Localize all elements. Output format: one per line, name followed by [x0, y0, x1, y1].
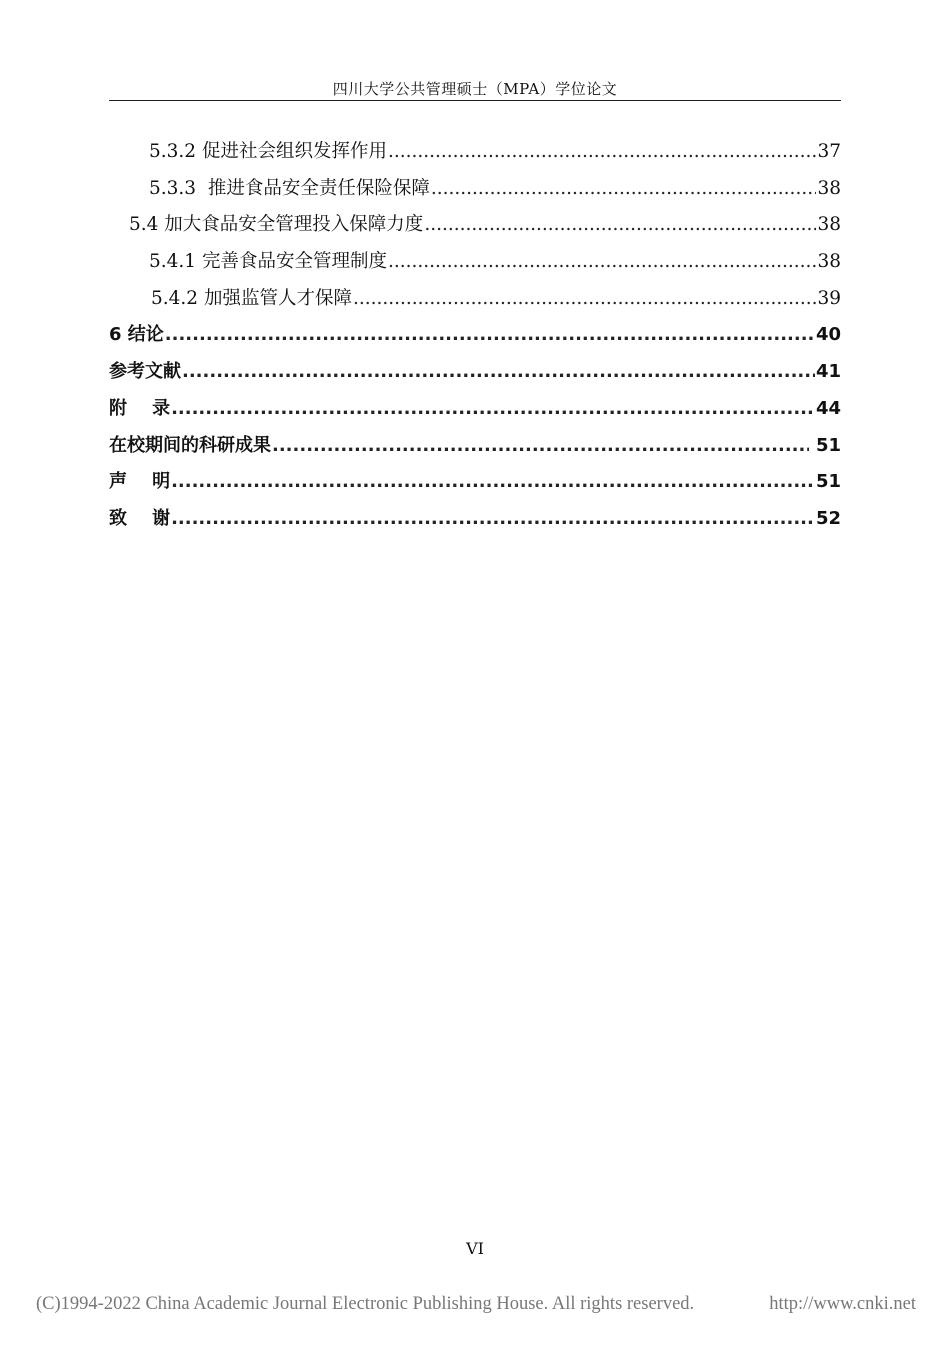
toc-entry[interactable]	[109, 134, 841, 171]
toc-leader-dots	[272, 428, 809, 465]
toc-entry-title: 5.3.2 促进社会组织发挥作用	[149, 141, 387, 162]
toc-entry-title: 5.4.1 完善食品安全管理制度	[149, 251, 387, 273]
toc-entry[interactable]	[109, 207, 841, 244]
toc-entry-page: 37	[817, 141, 841, 162]
toc-entry-page: 38	[817, 177, 841, 199]
copyright-text: (C)1994-2022 China Academic Journal Electronic Publishing House. All rights reserved.	[36, 1294, 695, 1314]
toc-entry-title: 5.4.2 加强监管人才保障	[151, 287, 352, 309]
running-header: 四川大学公共管理硕士（MPA）学位论文	[332, 80, 618, 98]
toc-entry[interactable]	[109, 391, 841, 428]
toc-leader-dots	[431, 171, 817, 208]
toc-entry-page: 51	[809, 434, 841, 456]
toc-entry-title: 5.4 加大食品安全管理投入保障力度	[129, 214, 424, 236]
toc-entry-page: 41	[815, 361, 841, 383]
toc-entry-page: 40	[815, 324, 841, 346]
toc-entry-page: 51	[815, 471, 841, 493]
toc-leader-dots	[388, 244, 816, 281]
toc-entry-title: 在校期间的科研成果	[109, 434, 271, 456]
toc-leader-dots	[165, 317, 815, 354]
copyright-footer	[36, 1294, 916, 1315]
toc-entry-page: 44	[815, 397, 841, 419]
table-of-contents	[109, 134, 841, 538]
toc-entry[interactable]	[109, 354, 841, 391]
toc-leader-dots	[353, 281, 816, 318]
toc-leader-dots	[171, 501, 815, 538]
toc-entry-title: 6 结论	[109, 324, 164, 346]
page-number: VI	[466, 1239, 484, 1258]
toc-entry-page: 39	[817, 287, 841, 309]
header-rule	[109, 100, 841, 101]
toc-entry[interactable]	[109, 317, 841, 354]
toc-entry-title: 参考文献	[109, 361, 181, 383]
cnki-url: http://www.cnki.net	[769, 1294, 916, 1314]
toc-entry-page: 38	[817, 251, 841, 273]
toc-leader-dots	[424, 207, 816, 244]
toc-entry-title: 附 录	[109, 397, 171, 419]
toc-entry-title: 致 谢	[109, 507, 171, 529]
toc-leader-dots	[388, 134, 816, 171]
toc-entry[interactable]	[109, 244, 841, 281]
toc-entry-page: 52	[815, 507, 841, 529]
toc-leader-dots	[171, 391, 815, 428]
toc-entry[interactable]	[109, 428, 841, 465]
toc-entry[interactable]	[109, 171, 841, 208]
toc-entry-title: 5.3.3 推进食品安全责任保险保障	[149, 177, 430, 199]
toc-entry[interactable]	[109, 501, 841, 538]
toc-entry[interactable]	[109, 464, 841, 501]
toc-entry-title: 声 明	[109, 471, 171, 493]
toc-entry[interactable]	[109, 281, 841, 318]
toc-leader-dots	[182, 354, 815, 391]
toc-entry-page: 38	[817, 214, 841, 236]
toc-leader-dots	[171, 464, 815, 501]
